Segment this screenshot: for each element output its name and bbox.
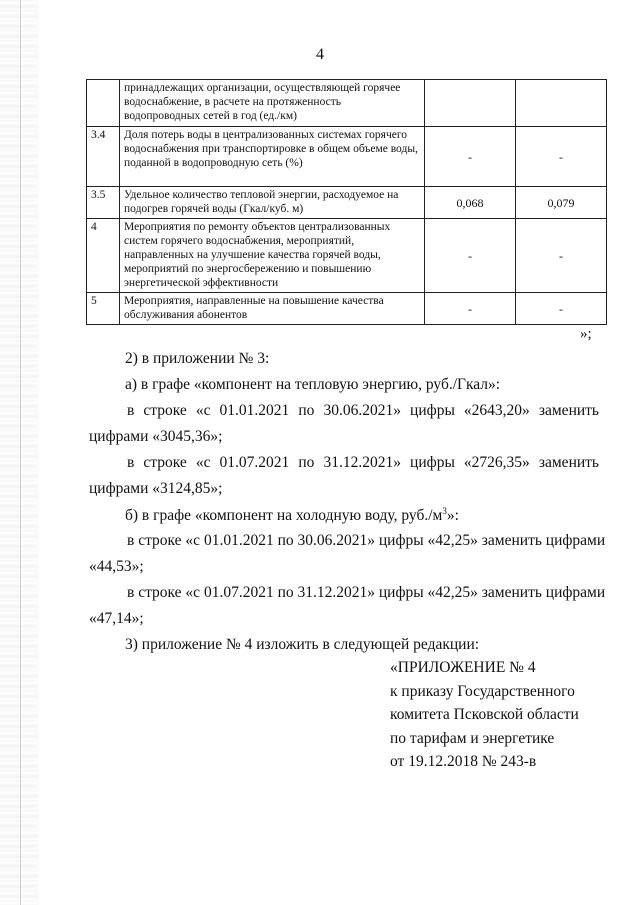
- table-row: [87, 219, 607, 293]
- row-value-1: [425, 80, 516, 127]
- table-row: [87, 127, 607, 187]
- item-2b: [125, 506, 459, 525]
- row-description: Мероприятия по ремонту объектов централизованных систем горячего водоснабжения, мероприятий, направленных на улучшение качества горячей воды, мероприятий по энергосбережению и повышению энергетической эффективности: [120, 219, 425, 293]
- item-2a: а) в графе «компонент на тепловую энергию, руб./Гкал»:: [125, 376, 501, 393]
- appendix-line: к приказу Государственного: [390, 682, 575, 700]
- item-2b-end: »:: [446, 507, 459, 525]
- scan-edge-artifact: [0, 0, 38, 905]
- item-2b-superscript: 3: [442, 506, 447, 516]
- table-closing-quote: »;: [580, 326, 592, 342]
- row-value-2: -: [516, 219, 607, 293]
- table-row: [87, 293, 607, 325]
- row-number: 5: [87, 293, 120, 325]
- row-value-2: -: [516, 293, 607, 325]
- item-3: 3) приложение № 4 изложить в следующей редакции:: [125, 636, 480, 653]
- row-value-2: [516, 80, 607, 127]
- row-description: Доля потерь воды в централизованных системах горячего водоснабжения при транспортировке в общем объеме воды, поданной в водопроводную сеть (%): [120, 127, 425, 187]
- row-number: 3.5: [87, 187, 120, 219]
- row-value-1: -: [425, 219, 516, 293]
- item-2: 2) в приложении № 3:: [125, 350, 270, 367]
- page-number: 4: [316, 46, 324, 63]
- row-description: принадлежащих организации, осуществляющей горячее водоснабжение, в расчете на протяженность водопроводных сетей в год (ед./км): [120, 80, 425, 127]
- appendix-title: «ПРИЛОЖЕНИЕ № 4: [390, 659, 536, 676]
- replace-line-4-cont: «47,14»;: [89, 610, 144, 627]
- indicators-table: [86, 79, 607, 325]
- replace-line-4: в строке «с 01.07.2021 по 31.12.2021» цифры «42,25» заменить цифрами: [127, 584, 606, 601]
- row-value-1: -: [425, 293, 516, 325]
- row-description: Удельное количество тепловой энергии, расходуемое на подогрев горячей воды (Гкал/куб. м): [120, 187, 425, 219]
- row-description: Мероприятия, направленные на повышение качества обслуживания абонентов: [120, 293, 425, 325]
- replace-line-1-cont: цифрами «3045,36»;: [89, 428, 223, 445]
- row-number: 3.4: [87, 127, 120, 187]
- appendix-header: [390, 656, 579, 774]
- replace-line-2: в строке «с 01.07.2021 по 31.12.2021» цифры «2726,35» заменить: [127, 454, 599, 471]
- replace-line-3: в строке «с 01.01.2021 по 30.06.2021» цифры «42,25» заменить цифрами: [127, 532, 606, 549]
- appendix-line: комитета Псковской области: [390, 706, 579, 723]
- table-row: [87, 187, 607, 219]
- row-number: [87, 80, 120, 127]
- row-value-1: -: [425, 127, 516, 187]
- row-number: 4: [87, 219, 120, 293]
- appendix-line: по тарифам и энергетике: [390, 729, 555, 747]
- table-row: [87, 80, 607, 127]
- scan-line-artifact: [20, 0, 21, 905]
- appendix-date: от 19.12.2018 № 243-в: [390, 753, 537, 770]
- replace-line-3-cont: «44,53»;: [89, 558, 144, 575]
- replace-line-1: в строке «с 01.01.2021 по 30.06.2021» цифры «2643,20» заменить: [127, 402, 599, 419]
- row-value-2: -: [516, 127, 607, 187]
- replace-line-2-cont: цифрами «3124,85»;: [89, 480, 223, 497]
- row-value-1: 0,068: [425, 187, 516, 219]
- row-value-2: 0,079: [516, 187, 607, 219]
- item-2b-text: б) в графе «компонент на холодную воду, руб./м: [125, 507, 443, 525]
